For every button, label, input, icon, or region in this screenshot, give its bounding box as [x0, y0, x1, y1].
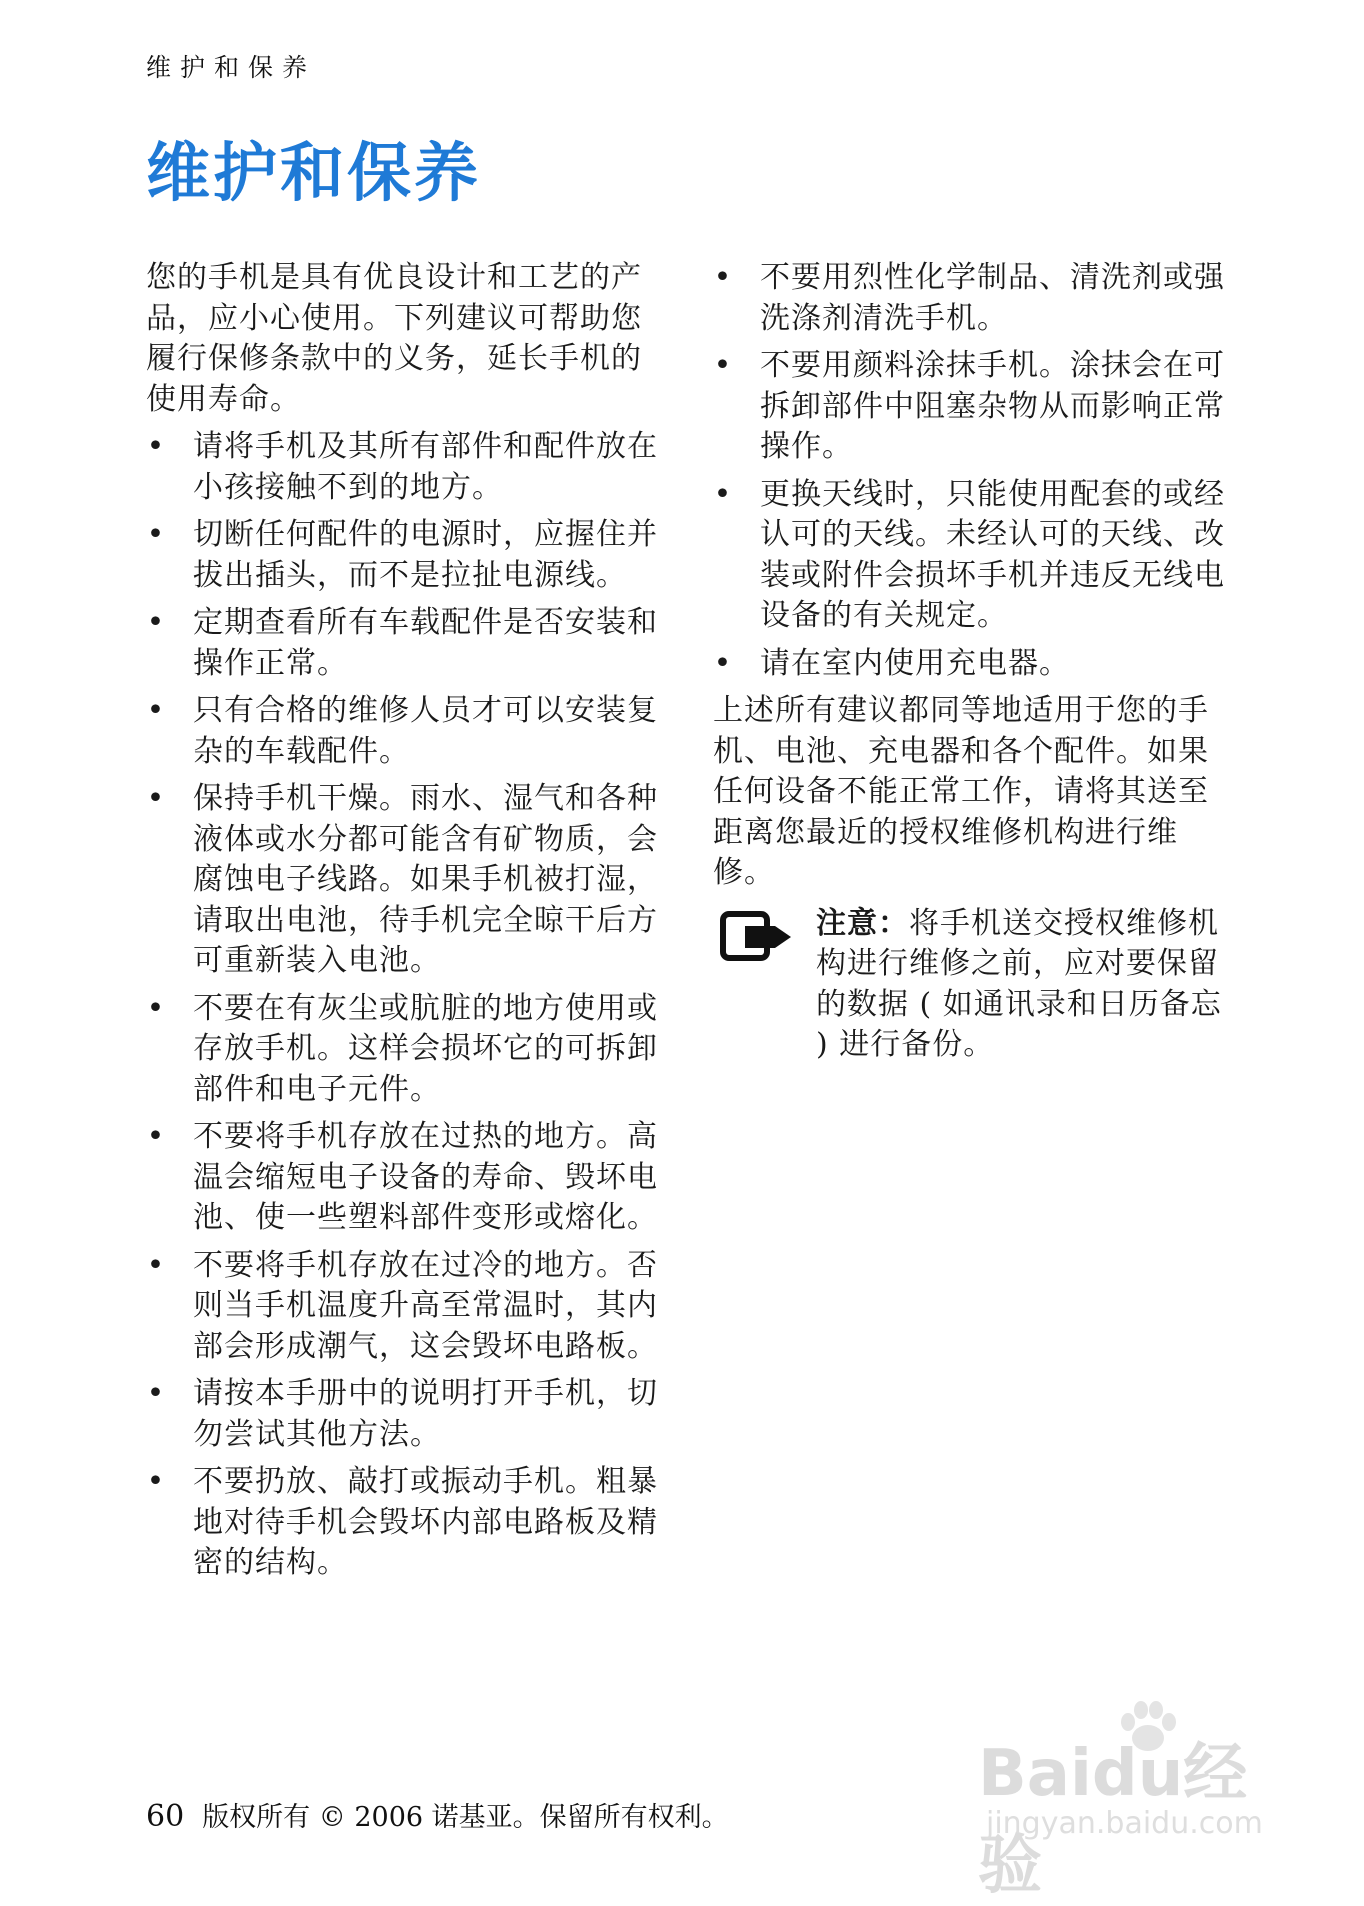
page-footer — [146, 1795, 729, 1834]
running-header: 维护和保养 — [146, 53, 317, 82]
bullet-icon: • — [146, 1247, 166, 1283]
care-list-left — [146, 427, 664, 1584]
bullet-icon: • — [146, 517, 166, 552]
note-block — [713, 904, 1231, 1066]
watermark — [958, 1700, 1298, 1903]
left-column — [146, 258, 664, 1591]
bullet-icon: • — [146, 1119, 166, 1154]
note-text: 将手机送交授权维修机构进行维修之前，应对要保留的数据 ( 如通讯录和日历备忘 ) 进行备份。 — [816, 905, 1222, 1062]
bullet-icon: • — [146, 693, 166, 728]
intro-paragraph: 您的手机是具有优良设计和工艺的产品，应小心使用。下列建议可帮助您履行保修条款中的义务，延长手机的使用寿命。 — [146, 260, 642, 417]
right-column — [713, 258, 1231, 1066]
bullet-icon: • — [146, 1376, 166, 1411]
bullet-icon: • — [713, 348, 733, 383]
list-item: • 请按本手册中的说明打开手机，切勿尝试其他方法。 — [146, 1376, 658, 1452]
copyright-notice: 版权所有 © 2006 诺基亚。保留所有权利。 — [202, 1802, 729, 1833]
care-list-right — [713, 258, 1231, 684]
list-item: • 不要扔放、敲打或振动手机。粗暴地对待手机会毁坏内部电路板及精密的结构。 — [146, 1464, 658, 1580]
bullet-icon: • — [713, 476, 733, 512]
bullet-icon: • — [146, 605, 166, 640]
bullet-icon: • — [146, 429, 166, 464]
watermark-brand: Baidu经验 — [978, 1737, 1248, 1903]
list-item: • 更换天线时，只能使用配套的或经认可的天线。未经认可的天线、改装或附件会损坏手机并违反无线电设备的有关规定。 — [713, 476, 1225, 633]
list-item: • 请将手机及其所有部件和配件放在小孩接触不到的地方。 — [146, 429, 658, 505]
list-item: • 只有合格的维修人员才可以安装复杂的车载配件。 — [146, 693, 658, 769]
bullet-icon: • — [146, 990, 166, 1026]
bullet-icon: • — [146, 1464, 166, 1499]
bullet-icon: • — [713, 260, 733, 295]
list-item: • 定期查看所有车载配件是否安装和操作正常。 — [146, 605, 658, 681]
page-number: 60 — [146, 1799, 185, 1834]
summary-paragraph: 上述所有建议都同等地适用于您的手机、电池、充电器和各个配件。如果任何设备不能正常工作，请将其送至距离您最近的授权维修机构进行维修。 — [713, 693, 1209, 890]
list-item: • 切断任何配件的电源时，应握住并拔出插头，而不是拉扯电源线。 — [146, 517, 658, 593]
list-item: • 不要用颜料涂抹手机。涂抹会在可拆卸部件中阻塞杂物从而影响正常操作。 — [713, 348, 1225, 464]
list-item: • 不要用烈性化学制品、清洗剂或强洗涤剂清洗手机。 — [713, 260, 1225, 336]
list-item: • 保持手机干燥。雨水、湿气和各种液体或水分都可能含有矿物质，会腐蚀电子线路。如果手机被打湿，请取出电池，待手机完全晾干后方可重新装入电池。 — [146, 781, 658, 978]
page-title: 维护和保养 — [146, 137, 481, 211]
list-item: • 请在室内使用充电器。 — [713, 644, 1231, 685]
list-item: • 不要在有灰尘或肮脏的地方使用或存放手机。这样会损坏它的可拆卸部件和电子元件。 — [146, 990, 658, 1107]
watermark-url: jingyan.baidu.com — [986, 1806, 1263, 1841]
note-label: 注意： — [816, 905, 909, 941]
note-icon — [719, 908, 795, 968]
bullet-icon: • — [146, 781, 166, 816]
list-item: • 不要将手机存放在过冷的地方。否则当手机温度升高至常温时，其内部会形成潮气，这会毁坏电路板。 — [146, 1247, 658, 1364]
list-item: • 不要将手机存放在过热的地方。高温会缩短电子设备的寿命、毁坏电池、使一些塑料部件变形或熔化。 — [146, 1119, 658, 1235]
bullet-icon: • — [713, 645, 733, 681]
